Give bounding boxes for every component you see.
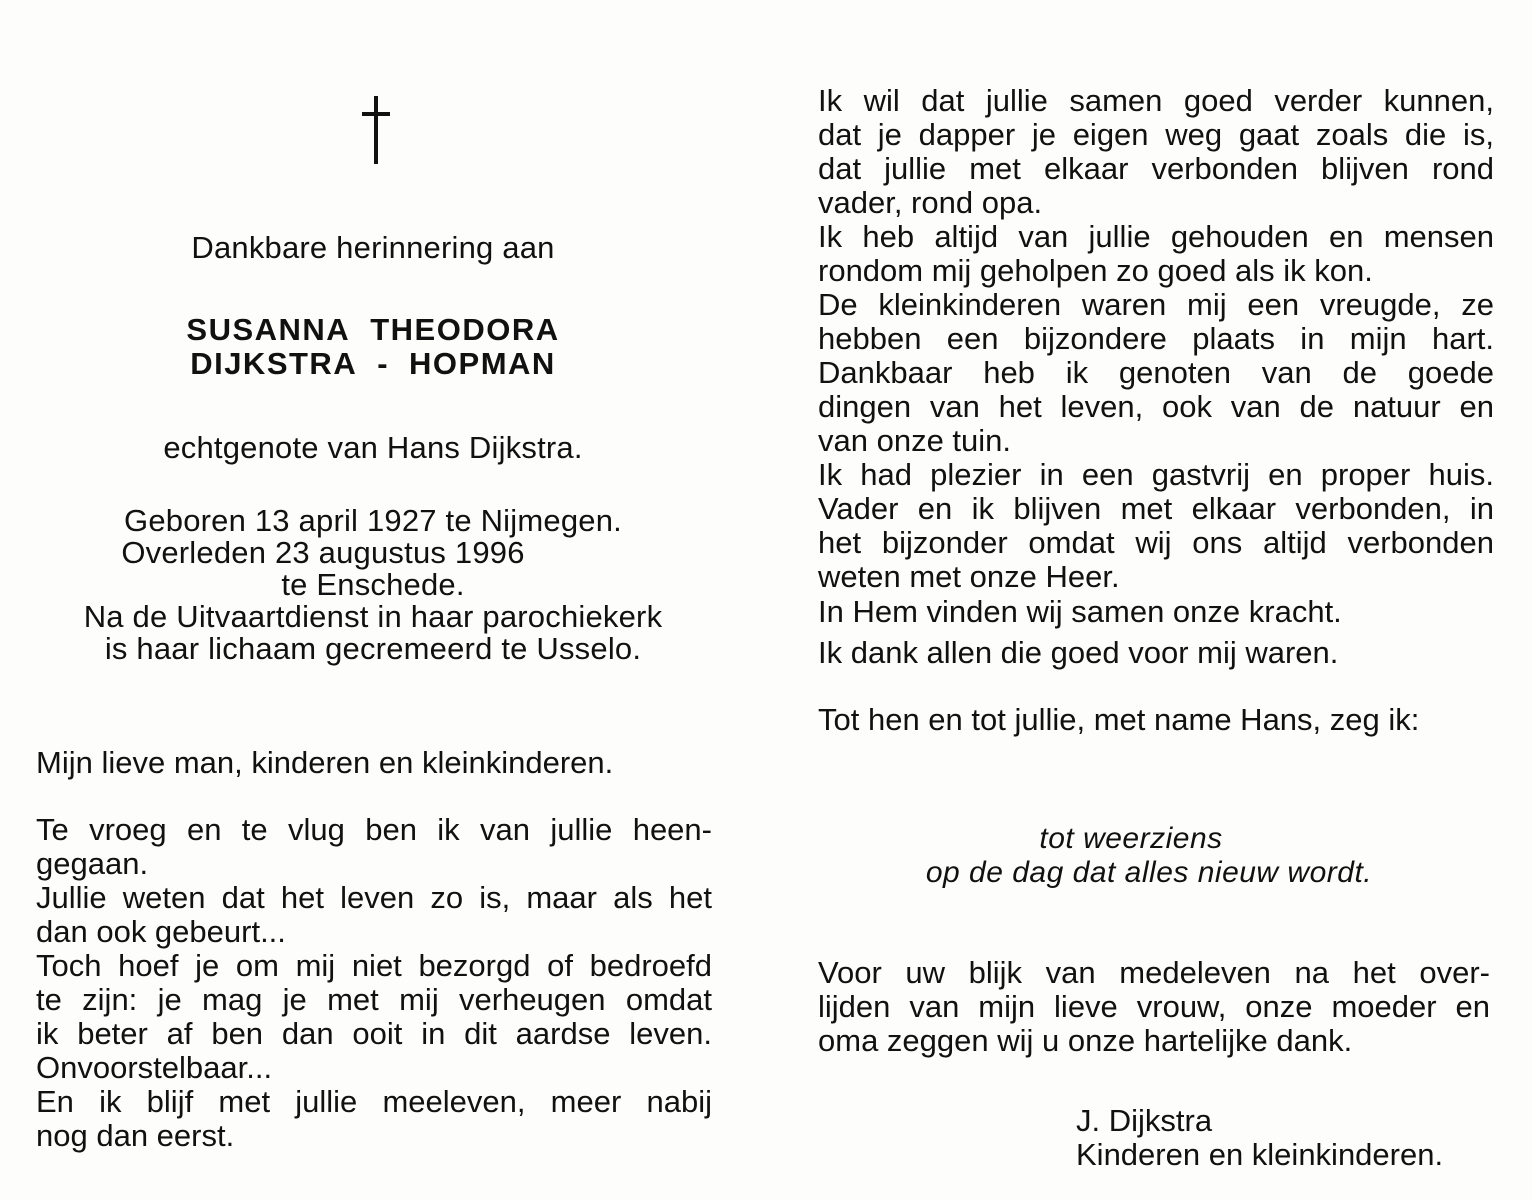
- letter-line: Ik had plezier in een gastvrij en proper huis.: [818, 457, 1494, 492]
- letter-line: Ik wil dat jullie samen goed verder kunnen,: [818, 83, 1494, 118]
- spouse-text: echtgenote van Hans Dijkstra.: [163, 430, 583, 465]
- letter-line: rondom mij geholpen zo goed als ik kon.: [818, 253, 1373, 288]
- died-place-line: te Enschede.: [281, 567, 465, 602]
- letter-line: dat je dapper je eigen weg gaat zoals die is,: [818, 117, 1494, 152]
- ack-line: oma zeggen wij u onze hartelijke dank.: [818, 1023, 1353, 1058]
- letter-line: Onvoorstelbaar...: [36, 1050, 273, 1085]
- died-line: Overleden 23 augustus 1996: [121, 535, 525, 570]
- letter-line: Vader en ik blijven met elkaar verbonden, in: [818, 491, 1494, 526]
- life-dates: [0, 505, 746, 665]
- letter-line: vader, rond opa.: [818, 185, 1043, 220]
- letter-line: van onze tuin.: [818, 423, 1012, 458]
- letter-line: nog dan eerst.: [36, 1118, 235, 1153]
- letter-line: het bijzonder omdat wij ons altijd verbonden: [818, 525, 1494, 560]
- letter-line: gegaan.: [36, 846, 149, 881]
- signature-family: Kinderen en kleinkinderen.: [1076, 1137, 1444, 1172]
- letter-right: [818, 84, 1494, 594]
- ack-line: Voor uw blijk van medeleven na het over-: [818, 955, 1490, 990]
- letter-line: Dankbaar heb ik genoten van de goede: [818, 355, 1494, 390]
- signature: [1076, 1104, 1443, 1172]
- name-middle: THEODORA: [370, 312, 560, 347]
- deceased-name: [0, 313, 746, 381]
- name-first: SUSANNA: [186, 312, 351, 347]
- born-line: Geboren 13 april 1927 te Nijmegen.: [124, 503, 622, 538]
- letter-line: dingen van het leven, ook van de natuur en: [818, 389, 1494, 424]
- letter-line: dan ook gebeurt...: [36, 914, 286, 949]
- motto-line-2: op de dag dat alles nieuw wordt.: [925, 856, 1373, 889]
- letter-line: hebben een bijzondere plaats in mijn hart.: [818, 321, 1494, 356]
- letter-line: dat jullie met elkaar verbonden blijven rond: [818, 151, 1494, 186]
- letter-line: Te vroeg en te vlug ben ik van jullie heen-: [36, 812, 712, 847]
- motto-line-1: tot weerziens: [1039, 822, 1223, 855]
- letter-line: weten met onze Heer.: [818, 559, 1120, 594]
- strength-line: In Hem vinden wij samen onze kracht.: [818, 594, 1342, 629]
- letter-left: [36, 813, 712, 1153]
- letter-line: te zijn: je mag je met mij verheugen omdat: [36, 982, 712, 1017]
- name-dash: -: [377, 346, 390, 381]
- signature-name: J. Dijkstra: [1076, 1103, 1213, 1138]
- farewell-line: Tot hen en tot jullie, met name Hans, zeg ik:: [818, 702, 1420, 737]
- letter-line: De kleinkinderen waren mij een vreugde, ze: [818, 287, 1494, 322]
- letter-line: Ik heb altijd van jullie gehouden en mensen: [818, 219, 1494, 254]
- cross-icon: [356, 96, 396, 166]
- motto: [766, 822, 1532, 890]
- name-married: DIJKSTRA: [190, 346, 358, 381]
- letter-line: Jullie weten dat het leven zo is, maar als het: [36, 880, 712, 915]
- name-maiden: HOPMAN: [409, 346, 556, 381]
- intro-text: Dankbare herinnering aan: [191, 230, 555, 265]
- thanks-all-line: Ik dank allen die goed voor mij waren.: [818, 635, 1339, 670]
- letter-line: En ik blijf met jullie meeleven, meer nabij: [36, 1084, 712, 1119]
- funeral-line-2: is haar lichaam gecremeerd te Usselo.: [104, 631, 642, 666]
- ack-line: lijden van mijn lieve vrouw, onze moeder en: [818, 989, 1490, 1024]
- letter-line: Toch hoef je om mij niet bezorgd of bedroefd: [36, 948, 712, 983]
- letter-line: ik beter af ben dan ooit in dit aardse leven.: [36, 1016, 712, 1051]
- salutation: Mijn lieve man, kinderen en kleinkinderen.: [36, 745, 614, 780]
- funeral-line-1: Na de Uitvaartdienst in haar parochiekerk: [83, 599, 663, 634]
- acknowledgement: [818, 956, 1490, 1058]
